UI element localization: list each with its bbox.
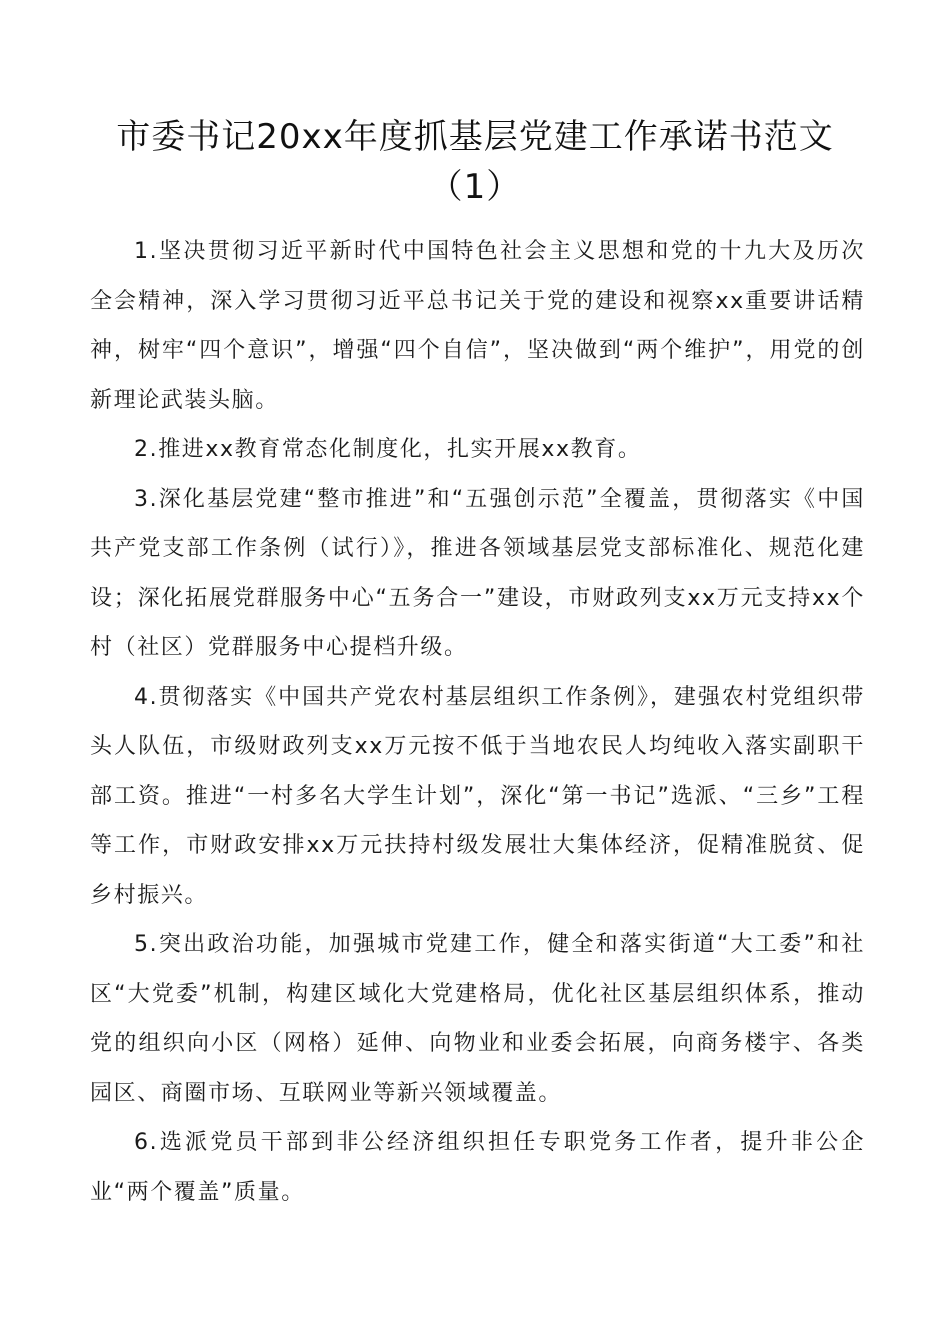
paragraph-2: 2.推进xx教育常态化制度化，扎实开展xx教育。 [134,437,642,462]
paragraph-6: 6.选派党员干部到非公经济组织担任专职党务工作者，提升非公企业“两个覆盖”质量。 [90,1130,865,1205]
document-body [90,227,865,1217]
paragraph-1: 1.坚决贯彻习近平新时代中国特色社会主义思想和党的十九大及历次全会精神，深入学习贯彻习近平总书记关于党的建设和视察xx重要讲话精神，树牢“四个意识”，增强“四个自信”，坚决做到“两个维护”，用党的创新理论武装头脑。 [90,239,865,413]
paragraph-3: 3.深化基层党建“整市推进”和“五强创示范”全覆盖，贯彻落实《中国共产党支部工作条例（试行）》，推进各领域基层党支部标准化、规范化建设；深化拓展党群服务中心“五务合一”建设，市财政列支xx万元支持xx个村（社区）党群服务中心提档升级。 [90,486,865,660]
paragraph-5: 5.突出政治功能，加强城市党建工作，健全和落实街道“大工委”和社区“大党委”机制，构建区域化大党建格局，优化社区基层组织体系，推动党的组织向小区（网格）延伸、向物业和业委会拓展，向商务楼宇、各类园区、商圈市场、互联网业等新兴领域覆盖。 [90,932,865,1106]
paragraph-4: 4.贯彻落实《中国共产党农村基层组织工作条例》，建强农村党组织带头人队伍，市级财政列支xx万元按不低于当地农民人均纯收入落实副职干部工资。推进“一村多名大学生计划”，深化“第一书记”选派、“三乡”工程等工作，市财政安排xx万元扶持村级发展壮大集体经济，促精准脱贫、促乡村振兴。 [90,684,865,908]
document-title: 市委书记20xx年度抓基层党建工作承诺书范文（1） [116,117,834,207]
